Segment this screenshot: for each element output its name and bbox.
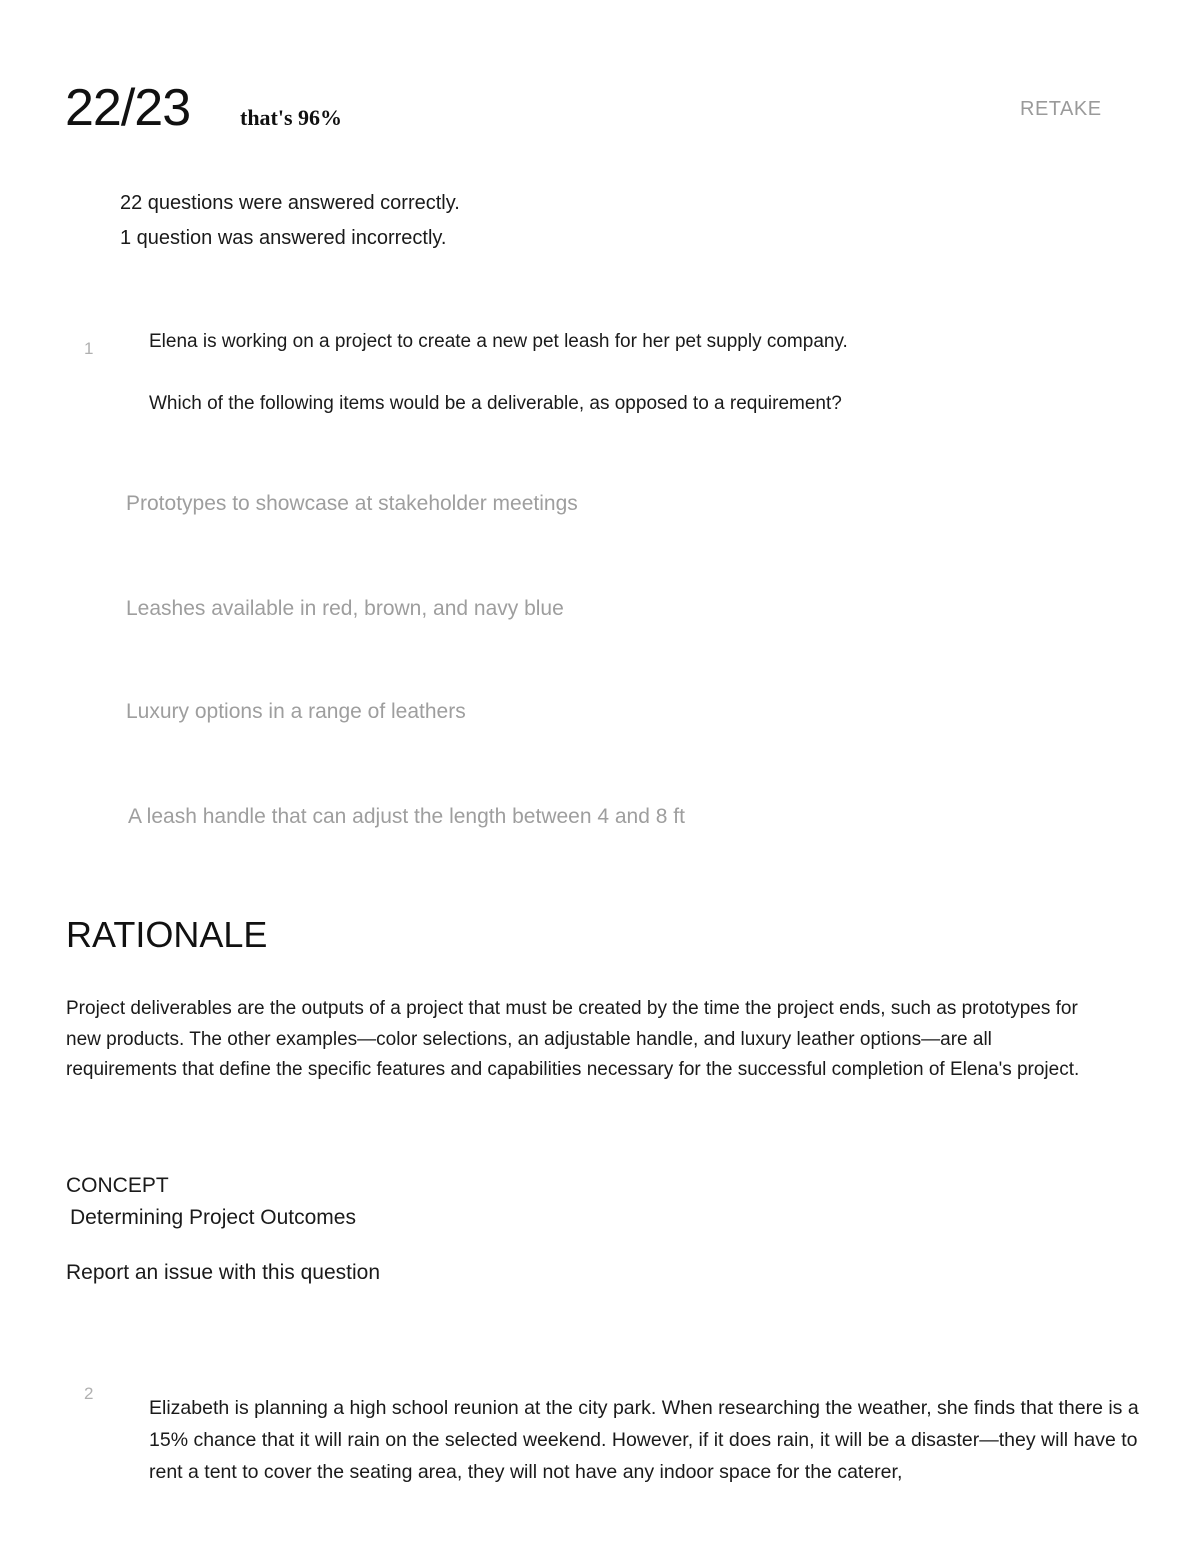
rationale-heading: RATIONALE [66,914,268,955]
question-prompt: Elena is working on a project to create a new pet leash for her pet supply company. [149,331,848,352]
report-issue-link[interactable]: Report an issue with this question [66,1261,381,1284]
correct-summary: 22 questions were answered correctly. [120,192,460,214]
score: 22/23 [65,79,191,137]
answer-option[interactable]: Prototypes to showcase at stakeholder meetings [126,492,578,515]
question-number: 2 [84,1384,94,1403]
score-percent: that's 96% [240,105,343,130]
incorrect-summary: 1 question was answered incorrectly. [120,227,447,249]
answer-option[interactable]: A leash handle that can adjust the length between 4 and 8 ft [128,805,685,828]
question-prompt: Elizabeth is planning a high school reunion at the city park. When researching the weather, she finds that there is a 15% chance that it will rain on the selected weekend. However, if it does rain, it will be a disaster—they will have to rent a tent to cover the seating area, they will not have any indoor space for the caterer, [149,1397,1139,1483]
retake-button[interactable]: RETAKE [1020,98,1102,120]
answer-option[interactable]: Luxury options in a range of leathers [126,700,466,723]
concept-label: CONCEPT [66,1174,169,1197]
concept-name: Determining Project Outcomes [70,1206,356,1229]
question-prompt: Which of the following items would be a deliverable, as opposed to a requirement? [149,393,842,414]
question-number: 1 [84,339,94,358]
answer-option[interactable]: Leashes available in red, brown, and navy blue [126,597,564,620]
rationale-text: Project deliverables are the outputs of a project that must be created by the time the project ends, such as prototypes for new products. The other examples—color selections, an adjustable handle, and luxury leather options—are all requirements that define the specific features and capabilities necessary for the successful completion of Elena's project. [66,998,1080,1080]
